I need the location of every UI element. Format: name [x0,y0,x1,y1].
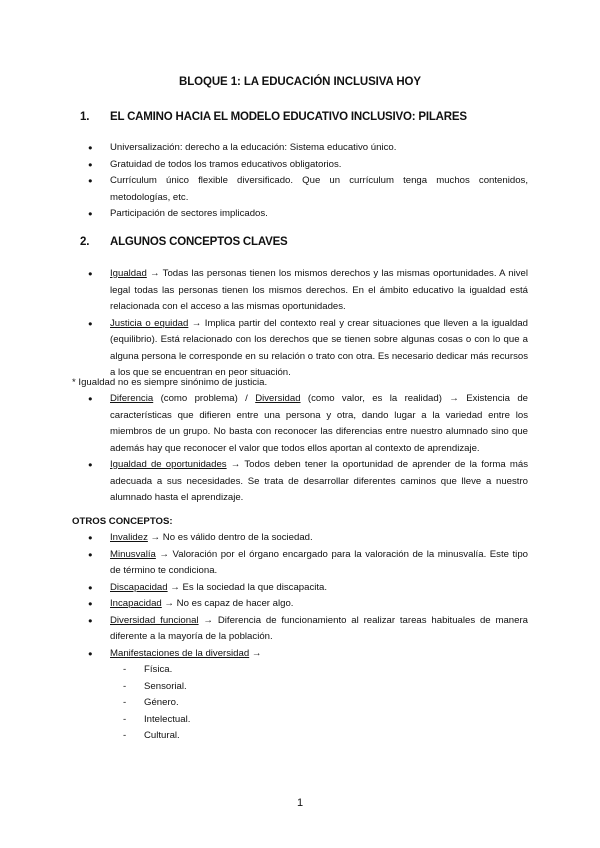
definition-incapacidad: → No es capaz de hacer algo. [161,598,294,609]
definition-discapacidad: → Es la sociedad la que discapacita. [167,581,328,593]
term-incapacidad: Incapacidad [110,598,162,609]
section-2-title: ALGUNOS CONCEPTOS CLAVES [110,236,288,248]
definition-justicia: → Implica partir del contexto real y crear situaciones que lleven a la igualdad (equilibrio). Está relacionado con los derechos que se tienen sobre algunas cosas o con lo que a alguna persona le corresponde en su relación o trato con otra. Es necesario dedicar más recursos a los que se encuentran en peor situación. [110,317,528,378]
list-item [80,547,528,580]
list-item: ● Gratuidad de todos los tramos educativos obligatorios. [80,157,528,174]
list-item [80,580,528,597]
term-justicia: Justicia o equidad [110,317,189,329]
list-item [80,596,528,613]
otros-list [80,530,528,745]
term-oportunidades: Igualdad de oportunidades [110,459,227,470]
term-discapacidad: Discapacidad [110,581,168,593]
section-1-title: EL CAMINO HACIA EL MODELO EDUCATIVO INCLUSIVO: PILARES [110,111,467,123]
concept-igualdad [80,266,528,316]
sublist-item: - Física. [110,662,528,679]
text-diferencia-mid: (como problema) / [153,393,256,404]
definition-invalidez: → No es válido dentro de la sociedad. [147,532,313,543]
page-title: BLOQUE 1: LA EDUCACIÓN INCLUSIVA HOY [179,76,421,88]
definition-diversidad-funcional: → Diferencia de funcionamiento al realizar tareas habituales de manera diferente a la mayoría de la población. [110,614,529,642]
term-diferencia: Diferencia [110,393,154,404]
sublist-item: - Intelectual. [110,712,528,729]
manifestaciones-sublist [110,662,528,745]
concept-oportunidades [80,457,528,507]
definition-igualdad: → Todas las personas tienen los mismos derechos y las mismas oportunidades. A nivel legal todas las personas tienen los mismos derechos. En el ámbito educativo la igualdad está relacionada con el acceso a las mismas oportunidades. [110,268,528,312]
term-igualdad: Igualdad [110,268,147,279]
arrow-manifestaciones: → [249,647,262,659]
section-1-heading [80,111,467,123]
concept-justicia [80,316,528,382]
page-number: 1 [296,797,304,809]
term-invalidez: Invalidez [110,532,148,543]
concept-diferencia [80,391,528,457]
definition-diversidad: (como valor, es la realidad) → Existencia de características que difieren entre una persona y otra, dando lugar a la variedad entre los miembros de un grupo. No basta con reconocer las diferencias entre nuestro alumnado sino que además hay que reconocer el valor que todos ellos aportan al contexto de aprendizaje. [110,393,528,454]
section-2-number: 2. [80,236,90,248]
term-minusvalia: Minusvalía [110,548,156,560]
sublist-item: - Género. [110,695,528,712]
list-item [80,646,528,745]
list-item: ● Universalización: derecho a la educación: Sistema educativo único. [80,140,528,157]
definition-minusvalia: → Valoración por el órgano encargado para la valoración de la minusvalía. Este tipo de término te condiciona. [110,548,528,576]
list-item [80,613,528,646]
list-item [80,530,528,547]
pillars-list [80,140,528,223]
note-igualdad: * Igualdad no es siempre sinónimo de justicia. [72,377,268,388]
section-1-number: 1. [80,111,90,123]
sublist-item: - Cultural. [110,728,528,745]
definition-oportunidades: → Todos deben tener la oportunidad de aprender de la forma más adecuada a sus necesidades. Se trata de desarrollar diferentes caminos que lleve a nuestro alumnado hasta el aprendizaje. [110,459,529,503]
otros-heading: OTROS CONCEPTOS: [72,516,173,527]
term-manifestaciones: Manifestaciones de la diversidad [110,647,250,659]
concepts-list-b [80,391,528,507]
list-item: ● Participación de sectores implicados. [80,206,528,223]
concepts-list-a [80,266,528,382]
term-diversidad-funcional: Diversidad funcional [110,614,199,626]
sublist-item: - Sensorial. [110,679,528,696]
term-diversidad: Diversidad [255,393,301,404]
list-item: ● Currículum único flexible diversificado. Que un currículum tenga muchos contenidos, metodologías, etc. [80,173,528,206]
section-2-heading [80,236,288,248]
